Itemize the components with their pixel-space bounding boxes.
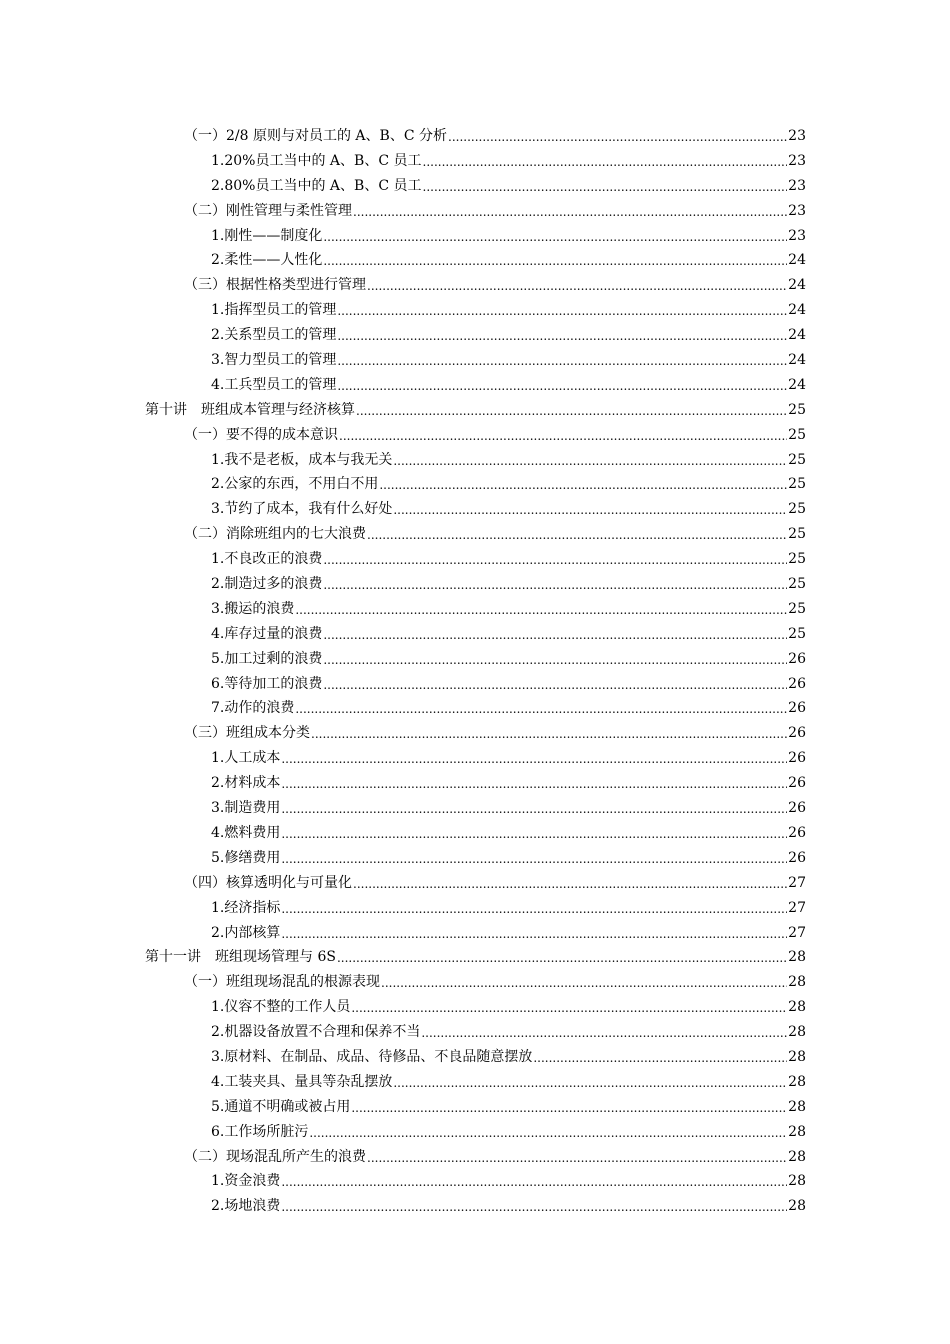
toc-entry[interactable] [0, 1095, 806, 1120]
toc-entry-title: 6.等待加工的浪费 [211, 675, 323, 692]
toc-page-number: 28 [788, 1073, 806, 1090]
toc-dot-leader [423, 175, 788, 200]
toc-entry-title: （一）班组现场混乱的根源表现 [184, 974, 380, 991]
toc-entry-title: 第十一讲 班组现场管理与 6S [145, 949, 336, 966]
toc-page-number: 24 [788, 252, 806, 269]
toc-dot-leader [337, 374, 787, 399]
toc-entry[interactable] [0, 174, 806, 199]
toc-page-number: 27 [788, 899, 806, 916]
toc-dot-leader [393, 498, 787, 523]
toc-entry[interactable] [0, 1020, 806, 1045]
toc-dot-leader [323, 623, 787, 648]
toc-dot-leader [533, 1046, 787, 1071]
toc-page-number: 23 [788, 128, 806, 144]
toc-entry[interactable] [0, 472, 806, 497]
toc-entry-title: （二）现场混乱所产生的浪费 [184, 1148, 366, 1165]
toc-entry-title: 4.库存过量的浪费 [211, 625, 323, 642]
toc-dot-leader [381, 971, 787, 996]
toc-page-number: 25 [788, 426, 806, 443]
toc-page-number: 24 [788, 277, 806, 294]
toc-dot-leader [281, 747, 787, 772]
toc-dot-leader [281, 922, 787, 947]
toc-entry-title: 第十讲 班组成本管理与经济核算 [145, 401, 355, 418]
toc-entry-title: （一）要不得的成本意识 [184, 426, 338, 443]
toc-entry-title: （三）根据性格类型进行管理 [184, 277, 366, 294]
table-of-contents [0, 124, 950, 1219]
toc-dot-leader [339, 424, 787, 449]
toc-entry-title: 2.材料成本 [211, 775, 281, 792]
toc-page-number: 25 [788, 526, 806, 543]
toc-entry[interactable] [0, 398, 806, 423]
toc-dot-leader [323, 673, 787, 698]
toc-page-number: 28 [788, 974, 806, 991]
toc-dot-leader [337, 324, 787, 349]
toc-dot-leader [367, 523, 787, 548]
toc-dot-leader [353, 872, 787, 897]
toc-dot-leader [337, 349, 787, 374]
toc-entry[interactable] [0, 1120, 806, 1145]
toc-entry[interactable] [0, 572, 806, 597]
toc-page-number: 23 [788, 152, 806, 169]
toc-entry-title: 3.智力型员工的管理 [211, 352, 337, 369]
toc-entry-title: 4.工装夹具、量具等杂乱摆放 [211, 1073, 393, 1090]
toc-entry[interactable] [0, 846, 806, 871]
toc-page-number: 28 [788, 1024, 806, 1041]
toc-dot-leader [281, 897, 787, 922]
toc-dot-leader [351, 996, 787, 1021]
toc-entry[interactable] [0, 423, 806, 448]
toc-entry[interactable] [0, 821, 806, 846]
toc-entry-title: 2.制造过多的浪费 [211, 576, 323, 593]
toc-page-number: 25 [788, 501, 806, 518]
toc-entry-title: 1.资金浪费 [211, 1173, 281, 1190]
toc-entry[interactable] [0, 746, 806, 771]
toc-entry-title: 5.加工过剩的浪费 [211, 650, 323, 667]
toc-dot-leader [281, 822, 787, 847]
toc-entry-title: 3.制造费用 [211, 800, 281, 817]
toc-entry-title: 6.工作场所脏污 [211, 1123, 309, 1140]
toc-entry[interactable] [0, 796, 806, 821]
toc-entry-title: 2.80%员工当中的 A、B、C 员工 [211, 177, 422, 194]
toc-entry[interactable] [0, 224, 806, 249]
toc-entry-title: 5.通道不明确或被占用 [211, 1098, 351, 1115]
toc-entry[interactable] [0, 771, 806, 796]
toc-entry-title: （一）2/8 原则与对员工的 A、B、C 分析 [184, 128, 447, 144]
toc-dot-leader [323, 548, 787, 573]
toc-dot-leader [281, 772, 787, 797]
toc-page-number: 24 [788, 352, 806, 369]
toc-dot-leader [281, 797, 787, 822]
toc-dot-leader [448, 125, 787, 150]
toc-entry[interactable] [0, 945, 806, 970]
toc-entry-title: 3.搬运的浪费 [211, 600, 295, 617]
toc-entry-title: 5.修缮费用 [211, 849, 281, 866]
toc-entry[interactable] [0, 721, 806, 746]
toc-entry-title: 1.仪容不整的工作人员 [211, 999, 351, 1016]
toc-entry[interactable] [0, 373, 806, 398]
toc-entry-title: 1.我不是老板，成本与我无关 [211, 451, 393, 468]
toc-page-number: 25 [788, 451, 806, 468]
toc-entry-title: 4.工兵型员工的管理 [211, 376, 337, 393]
toc-dot-leader [353, 200, 787, 225]
toc-entry[interactable] [0, 1145, 806, 1170]
toc-entry-title: 3.原材料、在制品、成品、待修品、不良品随意摆放 [211, 1048, 533, 1065]
toc-page-number: 24 [788, 327, 806, 344]
toc-entry[interactable] [0, 522, 806, 547]
toc-entry-title: 1.20%员工当中的 A、B、C 员工 [211, 152, 422, 169]
toc-entry[interactable] [0, 647, 806, 672]
toc-dot-leader [393, 1071, 787, 1096]
toc-page-number: 26 [788, 725, 806, 742]
toc-page-number: 28 [788, 1098, 806, 1115]
toc-entry[interactable] [0, 547, 806, 572]
toc-entry[interactable] [0, 298, 806, 323]
toc-page-number: 25 [788, 625, 806, 642]
toc-entry[interactable] [0, 1194, 806, 1219]
toc-page-number: 27 [788, 924, 806, 941]
toc-page-number: 28 [788, 1198, 806, 1215]
toc-dot-leader [323, 648, 787, 673]
toc-entry-title: 2.机器设备放置不合理和保养不当 [211, 1024, 421, 1041]
toc-dot-leader [323, 249, 787, 274]
toc-page-number: 26 [788, 650, 806, 667]
toc-entry-title: 2.场地浪费 [211, 1198, 281, 1215]
toc-entry[interactable] [0, 448, 806, 473]
toc-page-number: 25 [788, 600, 806, 617]
toc-page-number: 26 [788, 849, 806, 866]
toc-entry[interactable] [0, 124, 806, 149]
toc-dot-leader [337, 299, 787, 324]
toc-page-number: 25 [788, 551, 806, 568]
toc-entry[interactable] [0, 696, 806, 721]
toc-entry-title: （四）核算透明化与可量化 [184, 874, 352, 891]
toc-page-number: 25 [788, 401, 806, 418]
toc-dot-leader [281, 847, 787, 872]
toc-entry[interactable] [0, 248, 806, 273]
toc-dot-leader [393, 449, 787, 474]
toc-entry-title: 1.经济指标 [211, 899, 281, 916]
toc-entry-title: （二）消除班组内的七大浪费 [184, 526, 366, 543]
toc-entry[interactable] [0, 323, 806, 348]
toc-entry-title: （三）班组成本分类 [184, 725, 310, 742]
toc-entry[interactable] [0, 672, 806, 697]
toc-page-number: 28 [788, 1148, 806, 1165]
toc-entry-title: 1.人工成本 [211, 750, 281, 767]
toc-page-number: 28 [788, 949, 806, 966]
toc-page-number: 26 [788, 750, 806, 767]
toc-entry[interactable] [0, 597, 806, 622]
toc-dot-leader [311, 722, 787, 747]
toc-entry[interactable] [0, 1045, 806, 1070]
toc-dot-leader [295, 598, 787, 623]
toc-page-number: 25 [788, 476, 806, 493]
toc-page-number: 28 [788, 1048, 806, 1065]
toc-dot-leader [421, 1021, 787, 1046]
toc-entry[interactable] [0, 1070, 806, 1095]
toc-page-number: 28 [788, 999, 806, 1016]
toc-dot-leader [323, 573, 787, 598]
toc-entry[interactable] [0, 149, 806, 174]
toc-entry[interactable] [0, 970, 806, 995]
toc-entry-title: 1.指挥型员工的管理 [211, 302, 337, 319]
toc-dot-leader [295, 697, 787, 722]
toc-entry[interactable] [0, 921, 806, 946]
toc-page-number: 27 [788, 874, 806, 891]
toc-entry[interactable] [0, 497, 806, 522]
toc-page-number: 26 [788, 800, 806, 817]
toc-page-number: 24 [788, 302, 806, 319]
toc-dot-leader [367, 1146, 787, 1171]
toc-entry[interactable] [0, 273, 806, 298]
toc-entry[interactable] [0, 896, 806, 921]
toc-entry-title: 3.节约了成本，我有什么好处 [211, 501, 393, 518]
toc-dot-leader [309, 1121, 787, 1146]
toc-entry-title: 2.公家的东西，不用白不用 [211, 476, 379, 493]
toc-entry-title: （二）刚性管理与柔性管理 [184, 202, 352, 219]
toc-dot-leader [323, 225, 787, 250]
toc-page-number: 23 [788, 227, 806, 244]
toc-page-number: 26 [788, 775, 806, 792]
toc-entry[interactable] [0, 1169, 806, 1194]
toc-entry-title: 4.燃料费用 [211, 824, 281, 841]
toc-entry[interactable] [0, 871, 806, 896]
toc-dot-leader [423, 150, 788, 175]
toc-page-number: 24 [788, 376, 806, 393]
toc-dot-leader [281, 1170, 787, 1195]
toc-entry-title: 1.刚性——制度化 [211, 227, 323, 244]
toc-page-number: 25 [788, 576, 806, 593]
toc-page-number: 26 [788, 675, 806, 692]
toc-page-number: 23 [788, 202, 806, 219]
toc-entry[interactable] [0, 995, 806, 1020]
toc-entry[interactable] [0, 622, 806, 647]
toc-page-number: 28 [788, 1123, 806, 1140]
toc-dot-leader [281, 1195, 787, 1220]
toc-entry-title: 2.关系型员工的管理 [211, 327, 337, 344]
toc-dot-leader [379, 473, 787, 498]
toc-entry-title: 1.不良改正的浪费 [211, 551, 323, 568]
toc-page-number: 26 [788, 824, 806, 841]
toc-entry[interactable] [0, 199, 806, 224]
toc-dot-leader [367, 274, 787, 299]
toc-dot-leader [351, 1096, 787, 1121]
toc-entry-title: 2.内部核算 [211, 924, 281, 941]
toc-entry[interactable] [0, 348, 806, 373]
toc-entry-title: 7.动作的浪费 [211, 700, 295, 717]
toc-entry-title: 2.柔性——人性化 [211, 252, 323, 269]
toc-page-number: 23 [788, 177, 806, 194]
toc-dot-leader [356, 399, 787, 424]
toc-dot-leader [337, 946, 787, 971]
toc-page-number: 26 [788, 700, 806, 717]
toc-page-number: 28 [788, 1173, 806, 1190]
